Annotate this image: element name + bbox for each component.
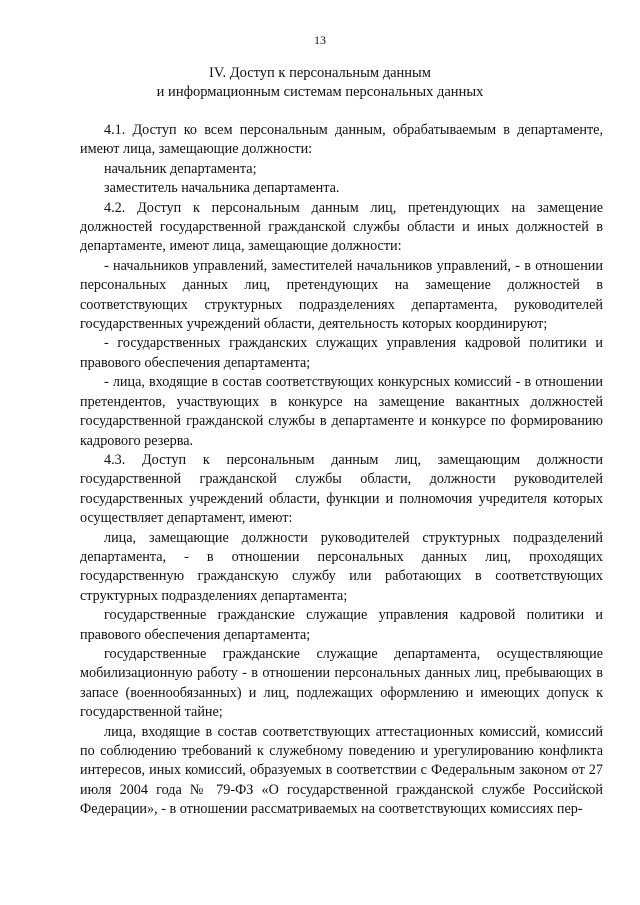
section-title (0, 64, 640, 102)
page-number: 13 (314, 33, 326, 47)
list-item-mobilization-staff: государственные гражданские служащие департамента, осуществляющие мобилизационную работу - в отношении персональных данных лиц, пребывающих в запасе (военнообязанных) и лиц, подлежащих оформлению и имеющих допуск к государственной тайне; (80, 645, 603, 721)
section-title-line-2: и информационным системам персональных данных (156, 84, 484, 100)
list-item-structural-heads: лица, замещающие должности руководителей структурных подразделений департамента, - в отношении персональных данных лиц, проходящих государственную гражданскую службу или работающих в соответствующих структурных подразделениях департамента; (80, 529, 603, 604)
paragraph-4-3: 4.3. Доступ к персональным данным лиц, замещающим должности государственной гражданской службы области, должности руководителей государственных учреждений области, функции и полномочия учредителя которых осуществляет департамент, имеют: (80, 451, 603, 527)
list-item-attestation-commissions: лица, входящие в состав соответствующих аттестационных комиссий, комиссий по соблюдению требований к служебному поведению и урегулированию конфликта интересов, иных комиссий, образуемых в соответствии с Федеральным законом от 27 июля 2004 года № 79-ФЗ «О государственной гражданской службе Российской Федерации», - в отношении рассматриваемых на соответствующих комиссиях пер- (80, 723, 603, 818)
body-text (80, 121, 603, 820)
list-item-competition-commissions: - лица, входящие в состав соответствующих конкурсных комиссий - в отношении претендентов, участвующих в конкурсе на замещение вакантных должностей государственной гражданской службы в департаменте и конкурсе по формированию кадрового резерва. (80, 374, 603, 449)
paragraph-4-1: 4.1. Доступ ко всем персональным данным, обрабатываемым в департаменте, имеют лица, замещающие должности: (80, 122, 603, 158)
paragraph-4-2: 4.2. Доступ к персональным данным лиц, претендующих на замещение должностей государственной гражданской службы области и иных должностей в департаменте, имеют лица, замещающие должности: (80, 199, 603, 255)
list-item-hr-legal-staff: государственные гражданские служащие управления кадровой политики и правового обеспечения департамента; (80, 607, 603, 643)
list-item-managers: - начальников управлений, заместителей начальников управлений, - в отношении персональных данных лиц, претендующих на замещение должностей в соответствующих структурных подразделениях департамента, руководителей государственных учреждений области, деятельность которых координируют; (80, 257, 603, 333)
list-item-department-head: начальник департамента; (104, 160, 257, 177)
list-item-deputy-head: заместитель начальника департамента. (104, 180, 340, 197)
section-title-line-1: IV. Доступ к персональным данным (209, 65, 431, 81)
list-item-hr-staff: - государственных гражданских служащих управления кадровой политики и правового обеспечения департамента; (80, 335, 603, 371)
